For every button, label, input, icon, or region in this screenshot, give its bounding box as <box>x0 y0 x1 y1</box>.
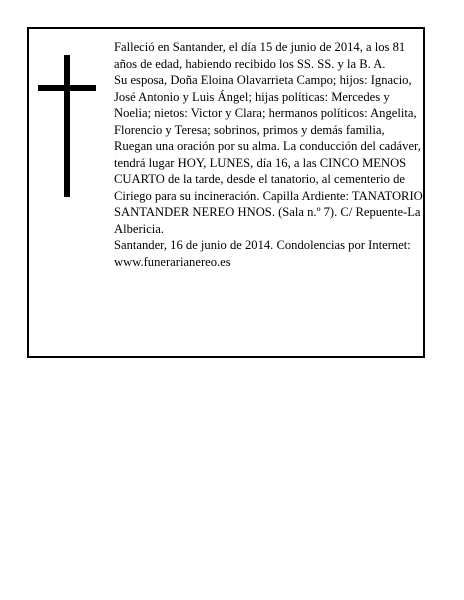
obituary-paragraph-family: Su esposa, Doña Eloina Olavarrieta Campo; hijos: Ignacio, José Antonio y Luis Ángel; hijas políticas: Mercedes y Noelia; nietos: Victor y Clara; hermanos políticos: Angelita, Florencio y Teresa; sobrinos, primos y demás familia, <box>114 73 417 137</box>
obituary-paragraph-death: Falleció en Santander, el día 15 de junio de 2014, a los 81 años de edad, habiendo recibido los SS. SS. y la B. A. <box>114 40 406 71</box>
cross-vertical-bar <box>64 55 70 197</box>
latin-cross-icon <box>38 55 96 197</box>
cross-horizontal-bar <box>38 85 96 91</box>
obituary-text <box>114 39 424 270</box>
obituary-paragraph-service: Ruegan una oración por su alma. La conducción del cadáver, tendrá lugar HOY, LUNES, día 16, a las CINCO MENOS CUARTO de la tarde, desde el tanatorio, al cementerio de Ciriego para su incineración. Capilla Ardiente: TANATORIO SANTANDER NEREO HNOS. (Sala n.º 7). C/ Repuente-La Albericia. <box>114 139 423 236</box>
obituary-paragraph-condolences: Santander, 16 de junio de 2014. Condolencias por Internet: www.funerarianereo.es <box>114 238 411 269</box>
